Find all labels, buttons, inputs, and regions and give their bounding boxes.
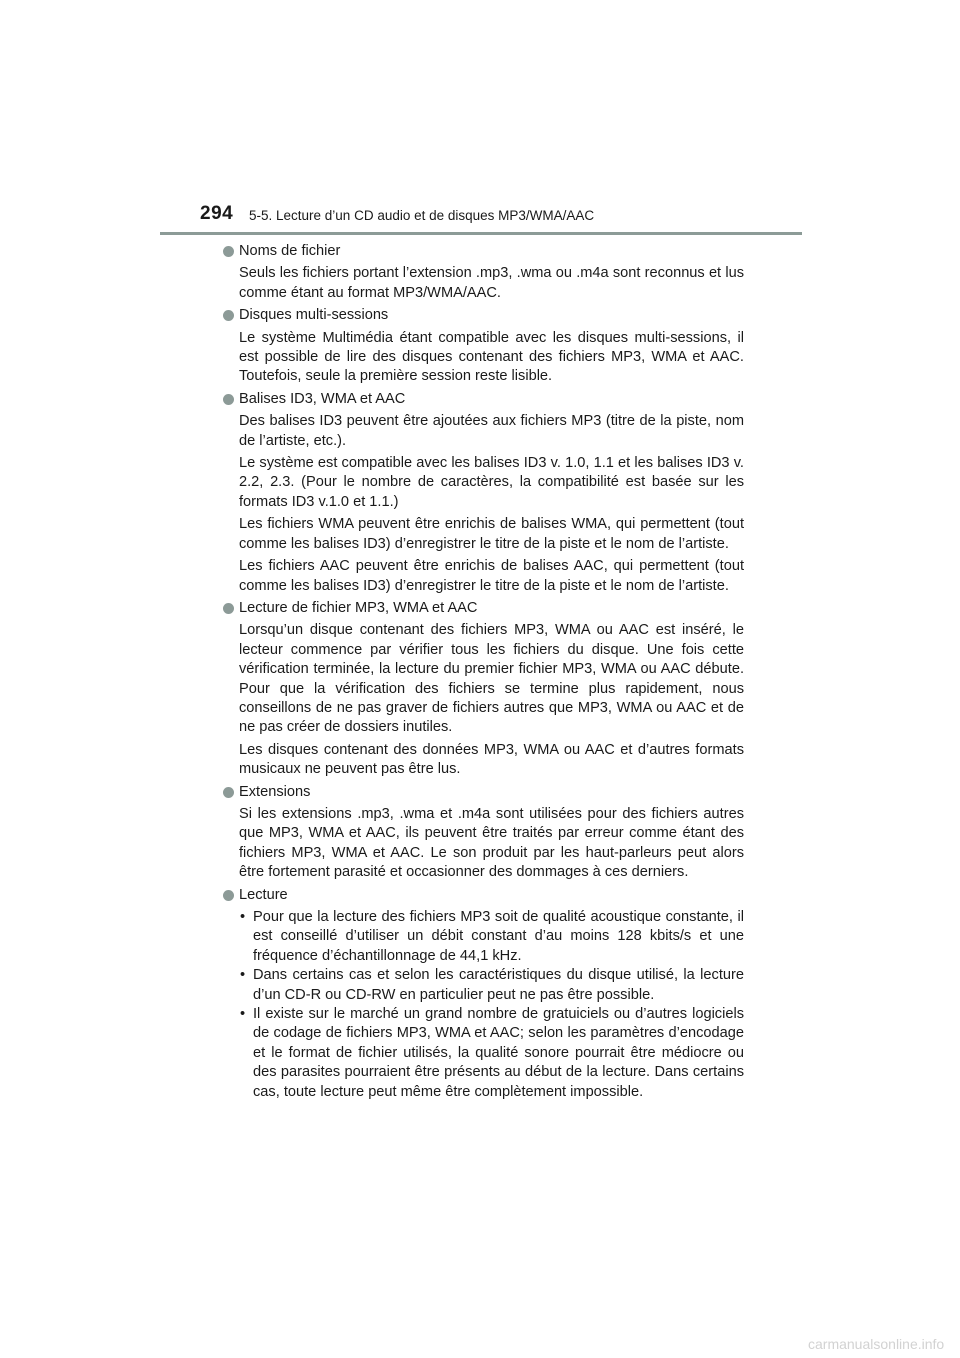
sub-list-item	[239, 908, 744, 966]
item-paragraph: Seuls les fichiers portant l’extension .mp3, .wma ou .m4a sont reconnus et lus comme étant au format MP3/WMA/AAC.	[239, 265, 744, 301]
page-number: 294	[200, 203, 234, 224]
item-title	[222, 242, 744, 261]
page-header	[0, 0, 960, 240]
bullet-mark-icon: •	[240, 909, 246, 925]
item-title	[222, 306, 744, 325]
item-title-text: Balises ID3, WMA et AAC	[239, 390, 406, 407]
list-item	[222, 242, 744, 303]
list-item	[222, 783, 744, 883]
item-paragraph: Le système est compatible avec les balises ID3 v. 1.0, 1.1 et les balises ID3 v. 2.2, 2.3. (Pour le nombre de caractères, la compatibilité est basée sur les formats ID3 v.1.0 et 1.1.)	[239, 455, 744, 510]
item-paragraph: Le système Multimédia étant compatible avec les disques multi-sessions, il est possible de lire des disques contenant des fichiers MP3, WMA et AAC. Toutefois, seule la première session reste lisible.	[239, 329, 744, 385]
sub-list-item-text: Dans certains cas et selon les caractéristiques du disque utilisé, la lecture d’un CD-R ou CD-RW en particulier peut ne pas être possible.	[253, 967, 744, 1003]
bullet-dot-icon	[223, 310, 234, 321]
section-title: 5-5. Lecture d’un CD audio et de disques MP3/WMA/AAC	[249, 208, 595, 223]
item-title-text: Disques multi-sessions	[239, 307, 389, 324]
item-title	[222, 783, 744, 802]
sub-list-item-text: Il existe sur le marché un grand nombre de gratuiciels ou d’autres logiciels de codage de fichiers MP3, WMA et AAC; selon les paramètres d’encodage et le format de fichier utilisés, la qualité sonore pourrait être médiocre ou des parasites pourraient être présents au début de la lecture. Dans certains cas, toute lecture peut même être complètement impossible.	[253, 1006, 744, 1100]
sub-list-item	[239, 966, 744, 1005]
item-paragraph: Les fichiers AAC peuvent être enrichis de balises AAC, qui permettent (tout comme les balises ID3) d’enregistrer le titre de la piste et le nom de l’artiste.	[239, 558, 744, 594]
list-item	[222, 599, 744, 780]
item-paragraph: Les disques contenant des données MP3, WMA ou AAC et d’autres formats musicaux ne peuvent pas être lus.	[239, 741, 744, 778]
watermark: carmanualsonline.info	[808, 1336, 945, 1352]
bullet-dot-icon	[223, 787, 234, 798]
bullet-dot-icon	[223, 603, 234, 614]
item-title	[222, 886, 744, 905]
list-item	[222, 306, 744, 387]
item-title	[222, 390, 744, 409]
item-paragraph: Les fichiers WMA peuvent être enrichis de balises WMA, qui permettent (tout comme les balises ID3) d’enregistrer le titre de la piste et le nom de l’artiste.	[239, 516, 744, 552]
sub-list-item	[239, 1005, 744, 1102]
bullet-dot-icon	[223, 394, 234, 405]
bullet-dot-icon	[223, 890, 234, 901]
item-title-text: Lecture	[239, 886, 288, 903]
item-title-text: Lecture de fichier MP3, WMA et AAC	[239, 599, 478, 616]
item-paragraph: Lorsqu’un disque contenant des fichiers MP3, WMA ou AAC est inséré, le lecteur commence par vérifier tous les fichiers du disque. Une fois cette vérification terminée, la lecture du premier fichier MP3, WMA ou AAC débute. Pour que la vérification des fichiers se termine plus rapidement, nous conseillons de ne pas graver de fichiers autres que MP3, WMA ou AAC et de ne pas créer de dossiers inutiles.	[239, 622, 744, 736]
header-divider	[160, 232, 802, 235]
item-title-text: Noms de fichier	[239, 243, 341, 259]
item-title	[222, 599, 744, 618]
list-item	[222, 886, 744, 1102]
bullet-mark-icon: •	[240, 1006, 246, 1023]
page-content	[222, 242, 744, 1105]
bullet-mark-icon: •	[240, 967, 246, 984]
item-paragraph: Des balises ID3 peuvent être ajoutées aux fichiers MP3 (titre de la piste, nom de l’artiste, etc.).	[239, 413, 744, 449]
item-paragraph: Si les extensions .mp3, .wma et .m4a sont utilisées pour des fichiers autres que MP3, WMA et AAC, ils peuvent être traités par erreur comme étant des fichiers MP3, WMA et AAC. Le son produit par les haut-parleurs peut alors être fortement parasité et occasionner des dommages à ces derniers.	[239, 805, 744, 881]
item-title-text: Extensions	[239, 783, 311, 800]
bullet-dot-icon	[223, 246, 234, 257]
sub-list	[222, 908, 744, 1102]
list-item	[222, 390, 744, 596]
sub-list-item-text: Pour que la lecture des fichiers MP3 soit de qualité acoustique constante, il est conseillé d’utiliser un débit constant d’au moins 128 kbits/s et une fréquence d’échantillonnage de 44,1 kHz.	[253, 909, 744, 964]
